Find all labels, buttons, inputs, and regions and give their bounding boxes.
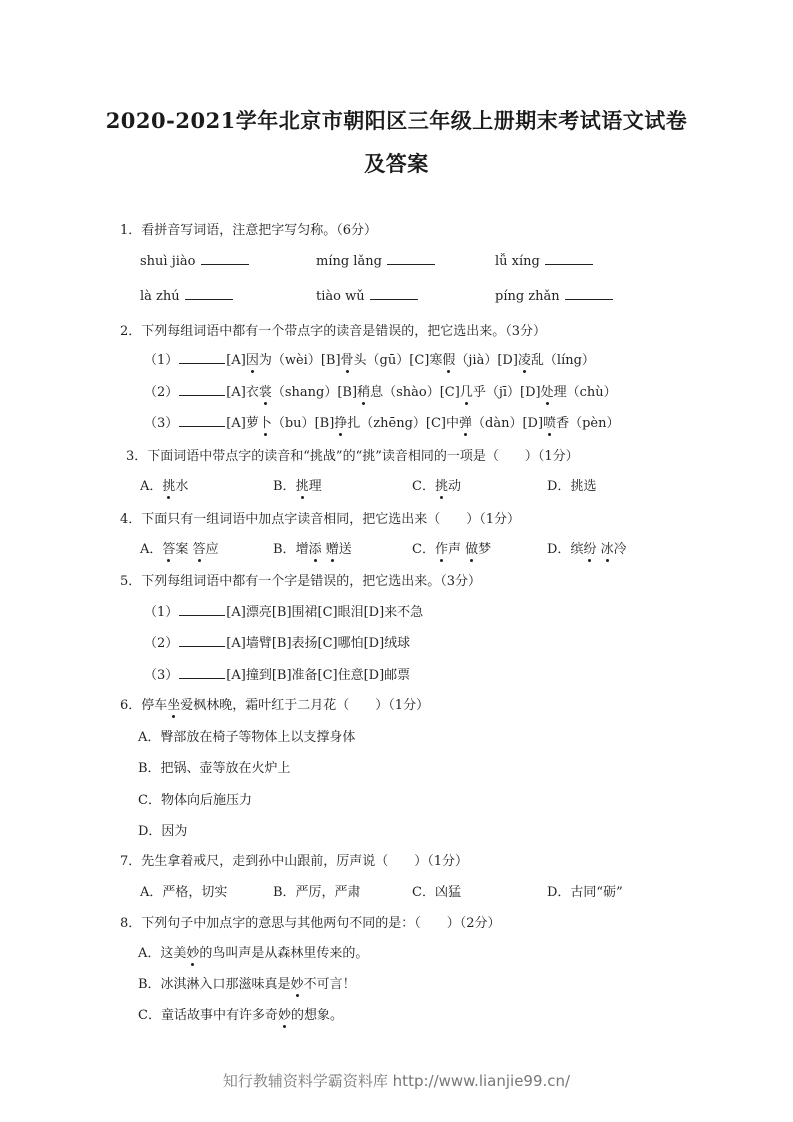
option-d-marker: [D]	[520, 385, 541, 400]
dotted-char: 弹	[459, 416, 473, 431]
word-text: （bu）	[271, 416, 315, 431]
answer-blank[interactable]	[565, 287, 613, 300]
dotted-char: 妙	[186, 946, 200, 961]
answer-blank[interactable]	[370, 287, 418, 300]
option-a-marker: [A]	[226, 385, 246, 400]
answer-blank[interactable]	[545, 252, 593, 265]
word-text: 息（shào）	[370, 385, 440, 400]
option-text: 的鸟叫声是从森林里传来的。	[199, 946, 369, 961]
option-item	[273, 538, 352, 557]
word-text: 头（gū）	[353, 353, 410, 368]
option-item: A．严格，切实	[140, 885, 228, 900]
answer-blank[interactable]	[179, 383, 225, 396]
dotted-char: 挑	[295, 479, 309, 494]
word-text: 萝	[245, 416, 259, 431]
option-label: B．	[273, 479, 296, 494]
option-b-marker: [B]	[337, 385, 358, 400]
question-5-row	[144, 632, 410, 651]
stem-text: 6．停车	[120, 698, 168, 713]
dotted-char: 坐	[167, 698, 181, 713]
option-a-marker: [A]	[226, 353, 246, 368]
word-text: 寒	[429, 353, 443, 368]
option-c-marker: [C]	[409, 353, 430, 368]
page-title-line2: 及答案	[364, 151, 429, 176]
option-c-marker: [C]	[425, 416, 446, 431]
option-item	[412, 475, 461, 494]
option-label: D．	[547, 542, 571, 557]
answer-blank[interactable]	[179, 666, 225, 679]
option-label: D．	[547, 479, 571, 494]
option-label: A．	[140, 479, 163, 494]
row-number: （3）	[144, 668, 179, 683]
pinyin-item	[316, 252, 436, 269]
dotted-char: 纷	[583, 542, 597, 557]
dotted-char: 添	[308, 542, 322, 557]
question-4-stem: 4．下面只有一组词语中加点字读音相同，把它选出来（ ）（1分）	[120, 512, 521, 527]
answer-blank[interactable]	[387, 252, 435, 265]
word-text: 乎（jī）	[472, 385, 521, 400]
question-2-stem: 2．下列每组词语中都有一个带点字的读音是错误的，把它选出来。（3分）	[120, 324, 547, 339]
row-number: （2）	[144, 385, 179, 400]
word-text: 中	[446, 416, 460, 431]
option-item: D．因为	[138, 824, 188, 839]
option-text: 动	[447, 479, 461, 494]
answer-blank[interactable]	[179, 414, 225, 427]
dotted-char: 妙	[290, 977, 304, 992]
option-b-marker: [B]	[314, 416, 335, 431]
question-3-stem: 3．下面词语中带点字的读音和“挑战”的“挑”读音相同的一项是（ ）（1分）	[126, 449, 579, 464]
dotted-char: 答	[162, 542, 176, 557]
option-item: A．臀部放在椅子等物体上以支撑身体	[138, 730, 356, 745]
question-8-stem: 8．下列句子中加点字的意思与其他两句不同的是：（ ）（2分）	[120, 916, 501, 931]
answer-blank[interactable]	[179, 351, 225, 364]
row-number: （3）	[144, 416, 179, 431]
pinyin-item	[140, 252, 250, 269]
pinyin-item	[495, 287, 614, 304]
option-item: D．古同“砺”	[547, 885, 623, 900]
dotted-char: 喷	[543, 416, 557, 431]
option-text: C．童话故事中有许多奇	[138, 1008, 278, 1023]
answer-blank[interactable]	[179, 603, 225, 616]
word-text: 梦	[478, 542, 492, 557]
row-text: [A]撞到[B]准备[C]住意[D]邮票	[226, 668, 411, 683]
option-text: B．冰淇淋入口那滋味真是	[138, 977, 291, 992]
dotted-char: 做	[465, 542, 479, 557]
option-item	[138, 942, 368, 961]
answer-blank[interactable]	[201, 252, 249, 265]
word-text: 送	[338, 542, 352, 557]
word-text: 乱（líng）	[530, 353, 595, 368]
option-item	[138, 973, 356, 992]
dotted-char: 骨	[340, 353, 354, 368]
dotted-char: 几	[459, 385, 473, 400]
question-5-row	[144, 601, 423, 620]
answer-blank[interactable]	[185, 287, 233, 300]
dotted-char: 赠	[325, 542, 339, 557]
option-item: C．物体向后施压力	[138, 793, 252, 808]
word-text: 扎（zhēng）	[347, 416, 426, 431]
option-label: C．	[412, 479, 435, 494]
option-d-marker: [D]	[522, 416, 544, 431]
option-item: B．严厉，严肃	[273, 885, 361, 900]
option-text: 理	[308, 479, 322, 494]
footer-watermark: 知行教辅资料学霸资料库 http://www.lianjie99.cn/	[222, 1072, 571, 1090]
dotted-char: 作	[434, 542, 448, 557]
dotted-char: 假	[442, 353, 456, 368]
option-label: C．	[412, 542, 435, 557]
dotted-char: 答	[192, 542, 206, 557]
option-text: 水	[175, 479, 189, 494]
word-text: （jià）	[455, 353, 498, 368]
word-text: 应	[205, 542, 219, 557]
question-2-row	[144, 381, 617, 400]
word-text: 理（chù）	[553, 385, 617, 400]
pinyin-text: míng lǎng	[316, 254, 382, 269]
option-item: C．凶猛	[412, 885, 461, 900]
word-text: （shang）	[271, 385, 338, 400]
question-2-row	[144, 412, 619, 431]
option-item: B．把锅、壶等放在火炉上	[138, 761, 291, 776]
dotted-char: 卜	[258, 416, 272, 431]
pinyin-text: píng zhǎn	[495, 289, 560, 304]
option-item	[547, 475, 596, 494]
option-a-marker: [A]	[226, 416, 246, 431]
word-text: 衣	[245, 385, 259, 400]
row-text: [A]墙臂[B]表扬[C]哪怕[D]绒球	[226, 636, 411, 651]
dotted-char: 挣	[334, 416, 348, 431]
dotted-char: 挑	[434, 479, 448, 494]
pinyin-text: shuì jiào	[140, 254, 196, 269]
option-text: 挑选	[570, 479, 597, 494]
question-6-stem	[120, 694, 429, 713]
option-d-marker: [D]	[497, 353, 518, 368]
word-text: 缤	[570, 542, 584, 557]
dotted-char: 挑	[162, 479, 176, 494]
row-number: （2）	[144, 636, 179, 651]
word-text: 冷	[613, 542, 627, 557]
pinyin-text: tiào wǔ	[316, 289, 365, 304]
option-item	[140, 475, 188, 494]
question-1-stem: 1．看拼音写词语，注意把字写匀称。（6分）	[120, 223, 378, 238]
option-c-marker: [C]	[439, 385, 460, 400]
option-item	[412, 538, 491, 557]
word-text: 声	[447, 542, 461, 557]
page-title-line1: 2020-2021学年北京市朝阳区三年级上册期末考试语文试卷	[105, 108, 688, 133]
word-text: 案	[175, 542, 189, 557]
dotted-char: 稍	[357, 385, 371, 400]
option-item	[547, 538, 627, 557]
option-text: 不可言！	[303, 977, 356, 992]
row-number: （1）	[144, 605, 179, 620]
option-item	[273, 475, 322, 494]
option-item	[140, 538, 219, 557]
word-text: 增	[295, 542, 309, 557]
pinyin-item	[495, 252, 594, 269]
option-text: A．这美	[138, 946, 187, 961]
row-text: [A]漂亮[B]围裙[C]眼泪[D]来不急	[226, 605, 424, 620]
option-b-marker: [B]	[320, 353, 341, 368]
word-text: 香（pèn）	[556, 416, 620, 431]
option-text: 的想象。	[290, 1008, 343, 1023]
dotted-char: 凌	[517, 353, 531, 368]
row-number: （1）	[144, 353, 179, 368]
word-text: （dàn）	[472, 416, 523, 431]
question-5-stem: 5．下列每组词语中都有一个字是错误的，把它选出来。（3分）	[120, 574, 482, 589]
stem-text: 爱枫林晚，霜叶红于二月花（ ）（1分）	[180, 698, 430, 713]
dotted-char: 裳	[258, 385, 272, 400]
pinyin-text: là zhú	[140, 289, 180, 304]
dotted-char: 冰	[600, 542, 614, 557]
dotted-char: 因	[245, 353, 259, 368]
option-item	[138, 1004, 343, 1023]
option-label: B．	[273, 542, 296, 557]
answer-blank[interactable]	[179, 634, 225, 647]
question-5-row	[144, 664, 410, 683]
question-7-stem: 7．先生拿着戒尺，走到孙中山跟前，厉声说（ ）（1分）	[120, 854, 469, 869]
dotted-char: 妙	[277, 1008, 291, 1023]
pinyin-text: lǚ xíng	[495, 254, 540, 269]
pinyin-item	[316, 287, 419, 304]
question-2-row	[144, 349, 595, 368]
option-label: A．	[140, 542, 163, 557]
pinyin-item	[140, 287, 234, 304]
word-text: 为（wèi）	[258, 353, 321, 368]
dotted-char: 处	[540, 385, 554, 400]
